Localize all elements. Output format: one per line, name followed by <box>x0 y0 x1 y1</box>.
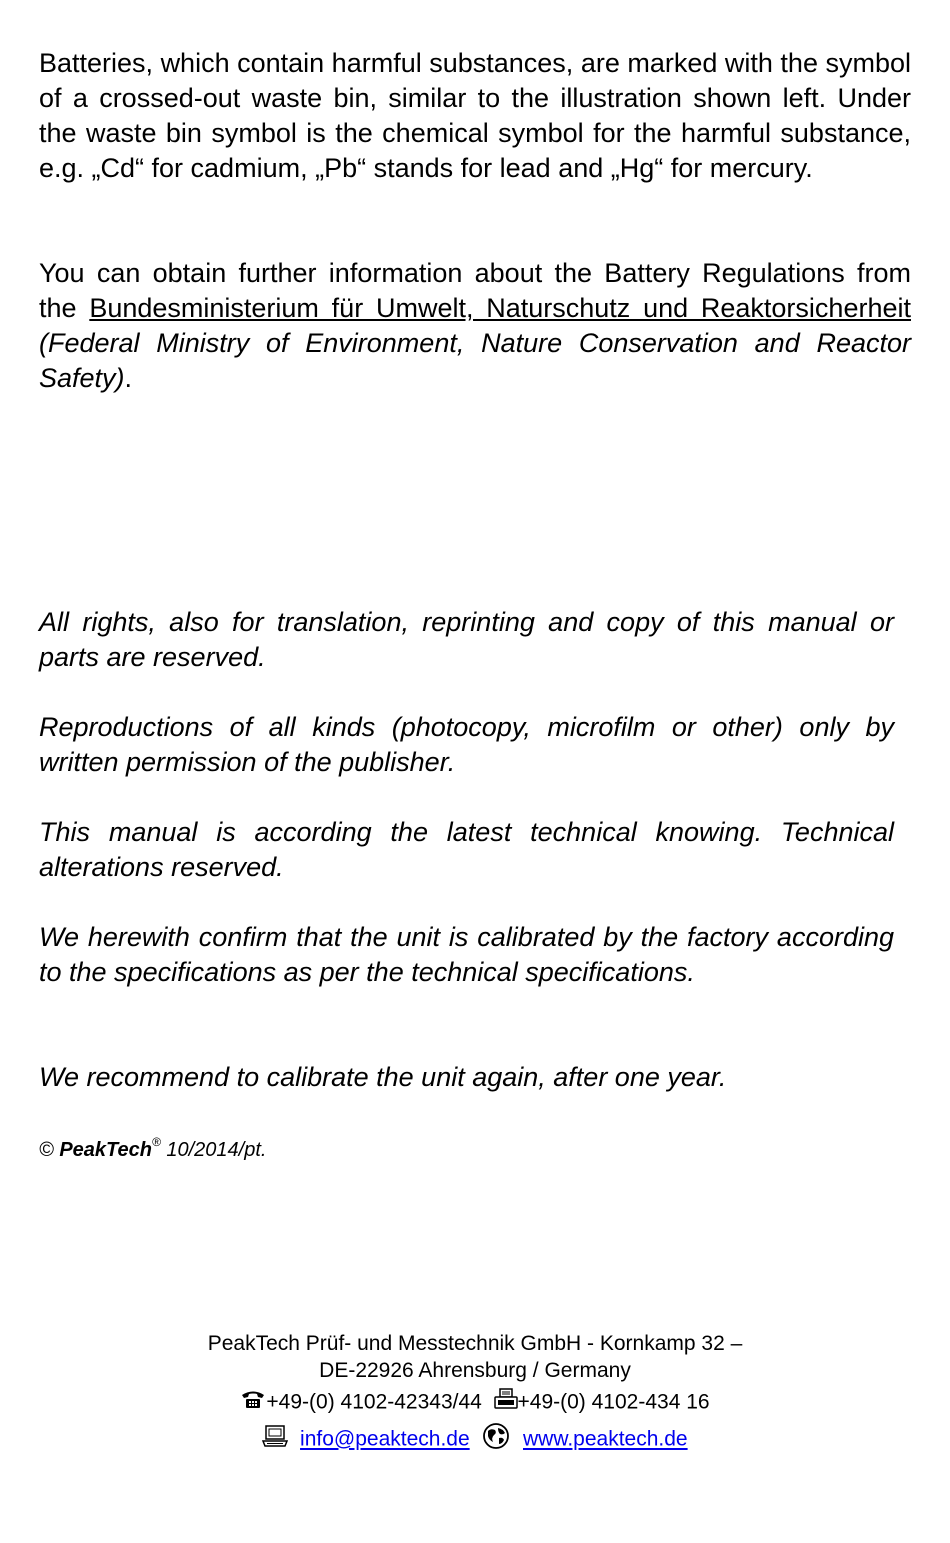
reproductions-paragraph: Reproductions of all kinds (photocopy, microfilm or other) only by written permission of the publisher. <box>39 712 894 777</box>
footer-address: DE-22926 Ahrensburg / Germany <box>319 1359 631 1382</box>
regulations-end-punct: . <box>124 363 133 393</box>
footer-contact-web <box>0 1422 950 1458</box>
fax-icon <box>494 1388 518 1418</box>
regulations-intro-text: You can obtain further information about the Battery Regulations from the <box>39 258 911 323</box>
battery-disposal-paragraph: Batteries, which contain harmful substances, are marked with the symbol of a crossed-out waste bin, similar to the illustration shown left. Under the waste bin symbol is the chemical symbol for the harmful substance, e.g. „Cd“ for cadmium, „Pb“ stands for lead and „Hg“ for mercury. <box>39 48 911 183</box>
fax-number: +49-(0) 4102-434 16 <box>517 1390 710 1414</box>
telephone-icon <box>240 1388 266 1418</box>
email-link[interactable]: info@peaktech.de <box>300 1427 470 1451</box>
globe-icon <box>481 1422 511 1458</box>
copyright-line <box>39 1128 266 1164</box>
copyright-date: 10/2014/pt. <box>166 1139 267 1161</box>
phone-number: +49-(0) 4102-42343/44 <box>266 1390 482 1414</box>
calibration-confirm-paragraph: We herewith confirm that the unit is calibrated by the factory according to the specifications as per the technical specifications. <box>39 922 894 987</box>
rights-reserved-paragraph: All rights, also for translation, reprinting and copy of this manual or parts are reserved. <box>39 607 894 672</box>
footer-company: PeakTech Prüf- und Messtechnik GmbH - Kornkamp 32 – <box>207 1332 743 1355</box>
calibration-recommend-paragraph: We recommend to calibrate the unit again, after one year. <box>39 1062 727 1092</box>
website-link[interactable]: www.peaktech.de <box>523 1427 688 1451</box>
manual-technical-paragraph: This manual is according the latest technical knowing. Technical alterations reserved. <box>39 817 894 882</box>
copyright-symbol: © <box>39 1139 54 1161</box>
footer-contact-phone-fax <box>0 1388 950 1418</box>
brand-name: PeakTech <box>59 1139 152 1161</box>
registered-mark: ® <box>151 1135 161 1149</box>
battery-regulations-paragraph <box>39 256 911 396</box>
ministry-link[interactable]: Bundesministerium für Umwelt, Naturschutz und Reaktorsicherheit <box>89 293 911 323</box>
ministry-translation: (Federal Ministry of Environment, Nature Conservation and Reactor Safety) <box>39 328 911 393</box>
computer-icon <box>262 1425 288 1455</box>
